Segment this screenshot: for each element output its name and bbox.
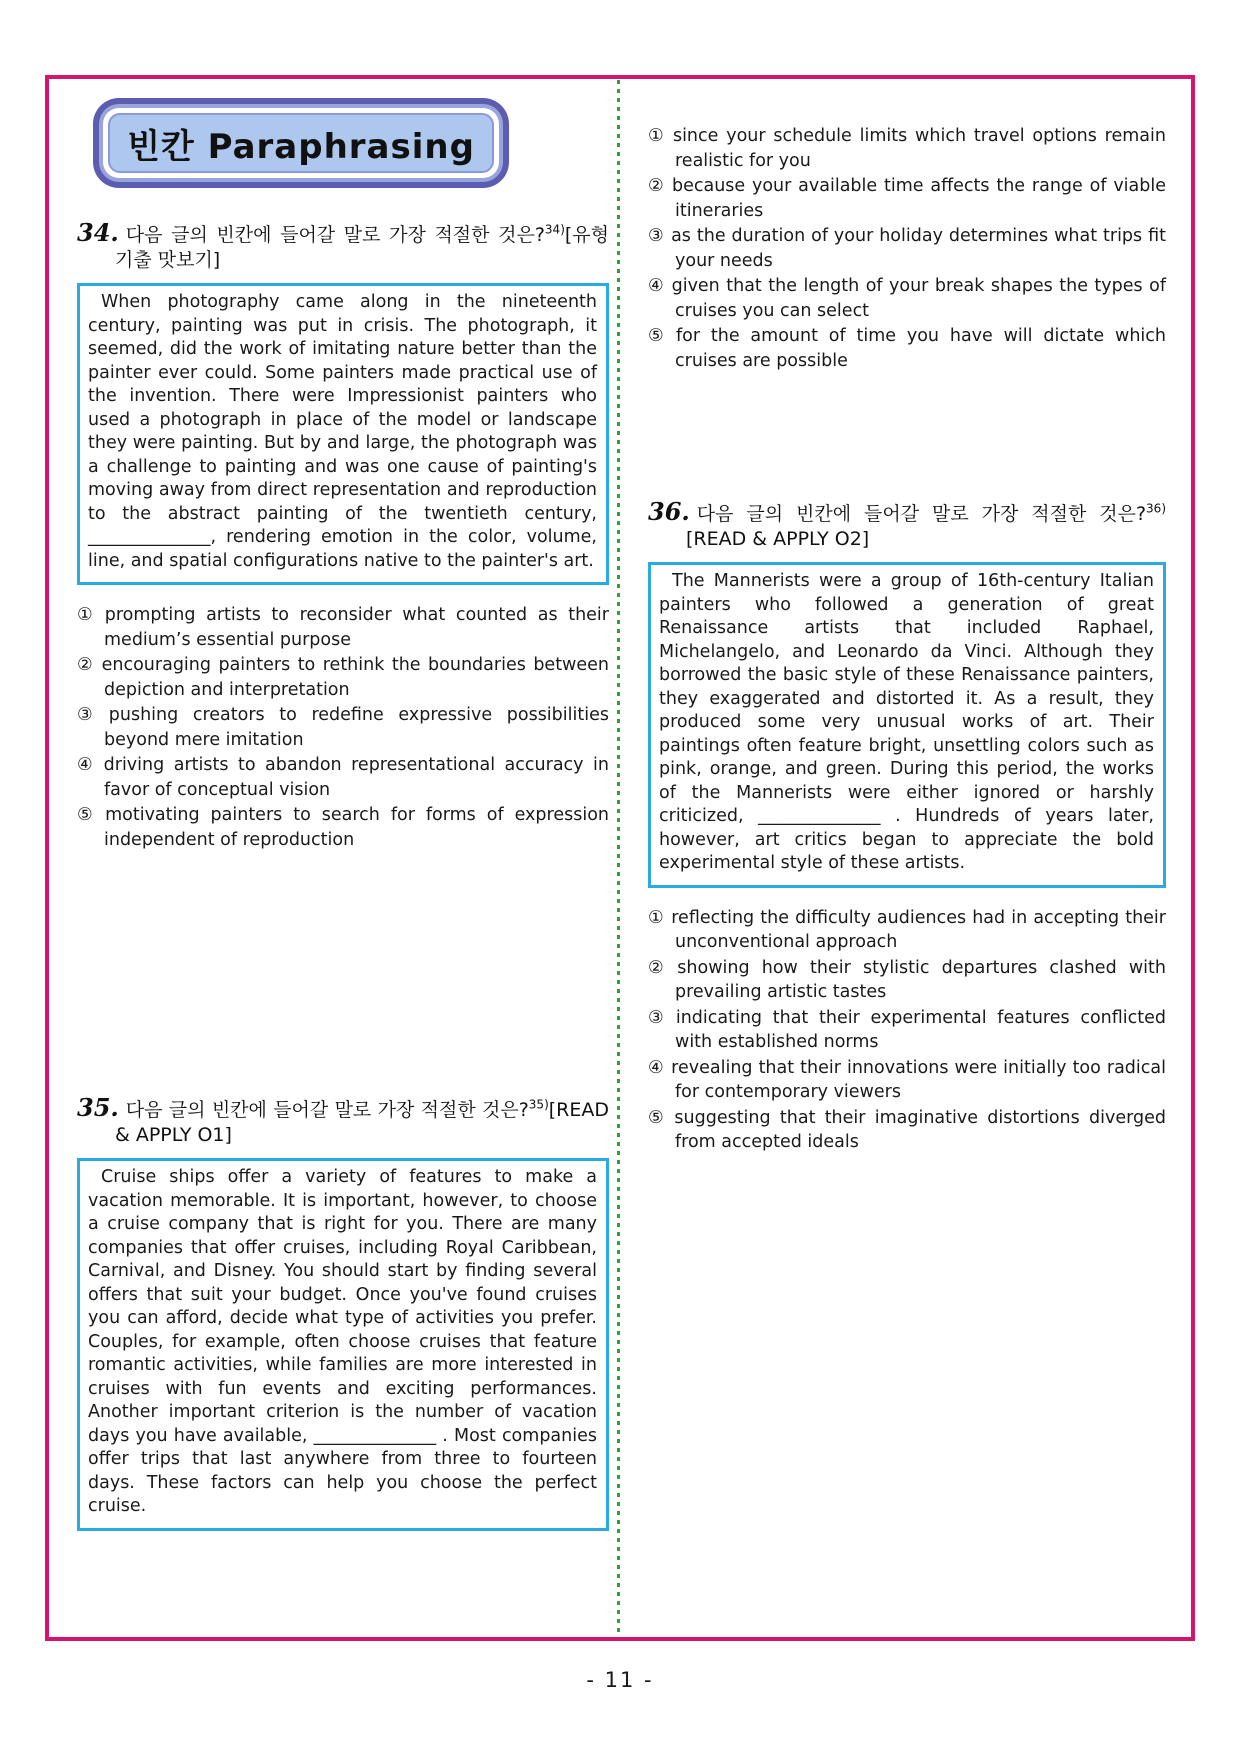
option-marker: ③ — [648, 226, 665, 246]
option-text: for the amount of time you have will dictate which cruises are possible — [675, 326, 1166, 371]
option-marker: ④ — [648, 276, 665, 296]
question-36 — [648, 499, 1166, 1155]
page-title: 빈칸 Paraphrasing — [127, 126, 475, 167]
question-34-option-4 — [77, 753, 609, 802]
question-35 — [77, 1095, 609, 1531]
option-marker: ① — [648, 907, 665, 928]
question-34-source-tag: [유형 기출 맛보기] — [115, 224, 609, 271]
question-34-header — [77, 220, 609, 273]
option-marker: ④ — [77, 755, 97, 775]
question-36-passage-box — [648, 562, 1166, 888]
question-36-footnote-ref: 36) — [1146, 501, 1166, 516]
question-35-option-2 — [648, 174, 1166, 223]
question-36-option-5 — [648, 1106, 1166, 1155]
question-36-header — [648, 499, 1166, 552]
option-text: driving artists to abandon representational accuracy in favor of conceptual vision — [103, 755, 609, 800]
option-text: pushing creators to redefine expressive possibilities beyond mere imitation — [104, 705, 609, 750]
option-text: suggesting that their imaginative distortions diverged from accepted ideals — [674, 1107, 1166, 1152]
question-36-option-4 — [648, 1056, 1166, 1105]
question-36-source-tag: [READ & APPLY O2] — [686, 528, 870, 550]
question-34-option-3 — [77, 703, 609, 752]
question-36-prompt: 다음 글의 빈칸에 들어갈 말로 가장 적절한 것은? — [696, 503, 1147, 525]
question-34-passage-box — [77, 283, 609, 585]
option-marker: ② — [77, 655, 95, 675]
question-35-prompt: 다음 글의 빈칸에 들어갈 말로 가장 적절한 것은? — [125, 1099, 529, 1121]
option-text: given that the length of your break shapes the types of cruises you can select — [671, 276, 1166, 321]
question-36-number: 36. — [648, 497, 690, 526]
option-text: prompting artists to reconsider what counted as their medium’s essential purpose — [104, 605, 609, 650]
option-marker: ② — [648, 176, 665, 196]
question-36-option-2 — [648, 956, 1166, 1005]
option-text: reflecting the difficulty audiences had in accepting their unconventional approach — [671, 907, 1166, 952]
option-text: since your schedule limits which travel options remain realistic for you — [672, 126, 1166, 171]
left-column — [77, 98, 609, 1531]
option-text: revealing that their innovations were initially too radical for contemporary viewers — [671, 1057, 1166, 1102]
question-35-header — [77, 1095, 609, 1148]
question-34-option-2 — [77, 653, 609, 702]
question-34 — [77, 220, 609, 852]
question-36-option-1 — [648, 906, 1166, 955]
option-text: motivating painters to search for forms of expression independent of reproduction — [104, 805, 609, 850]
option-marker: ② — [648, 957, 671, 978]
question-35-option-4 — [648, 274, 1166, 323]
question-35-passage-text: Cruise ships offer a variety of features to make a vacation memorable. It is important, however, to choose a cruise company that is right for you. There are many companies that offer cruises, including Royal Caribbean, Carnival, and Disney. You should start by finding several offers that suit your budget. Once you've found cruises you can afford, decide what type of activities you prefer. Couples, for example, often choose cruises that feature romantic activities, while families are more interested in cruises with fun events and exciting performances. Another important criterion is the number of vacation days you have available, ______________ . Most companies offer trips that last anywhere from three to fourteen days. These factors can help you choose the perfect cruise. — [88, 1167, 597, 1516]
question-34-options — [77, 603, 609, 852]
option-text: as the duration of your holiday determines what trips fit your needs — [671, 226, 1166, 271]
option-text: showing how their stylistic departures clashed with prevailing artistic tastes — [675, 957, 1166, 1002]
option-text: because your available time affects the range of viable itineraries — [671, 176, 1166, 221]
option-marker: ① — [648, 126, 666, 146]
option-marker: ⑤ — [648, 326, 669, 346]
question-36-option-3 — [648, 1006, 1166, 1055]
option-text: encouraging painters to rethink the boundaries between depiction and interpretation — [101, 655, 609, 700]
banner-mid-ring — [99, 104, 503, 182]
question-35-option-1 — [648, 124, 1166, 173]
option-marker: ③ — [648, 1007, 669, 1028]
right-column — [648, 98, 1166, 1156]
question-34-prompt: 다음 글의 빈칸에 들어갈 말로 가장 적절한 것은? — [125, 224, 545, 246]
question-35-number: 35. — [77, 1093, 119, 1122]
question-34-passage-text: When photography came along in the nineteenth century, painting was put in crisis. The photograph, it seemed, did the work of imitating nature better than the painter ever could. Some painters made practical use of the invention. There were Impressionist painters who used a photograph in place of the model or landscape they were painting. But by and large, the photograph was a challenge to painting and was one cause of painting's moving away from direct representation and reproduction to the abstract painting of the twentieth century, ______________, rendering emotion in the color, volume, line, and spatial configurations native to the painter's art. — [88, 292, 597, 571]
question-36-passage-text: The Mannerists were a group of 16th-century Italian painters who followed a generation of great Renaissance artists that included Raphael, Michelangelo, and Leonardo da Vinci. Although they borrowed the basic style of these Renaissance painters, they exaggerated and distorted it. As a result, they produced some very unusual works of art. Their paintings often feature bright, unsettling colors such as pink, orange, and green. During this period, the works of the Mannerists were either ignored or harshly criticized, ______________ . Hundreds of years later, however, art critics began to appreciate the bold experimental style of these artists. — [659, 571, 1154, 873]
question-35-option-5 — [648, 324, 1166, 373]
question-35-footnote-ref: 35) — [528, 1097, 549, 1112]
option-marker: ④ — [648, 1057, 665, 1078]
banner-outer-ring — [93, 98, 509, 188]
question-36-options — [648, 906, 1166, 1155]
banner-white-ring — [103, 108, 499, 178]
option-marker: ⑤ — [648, 1107, 668, 1128]
option-marker: ① — [77, 605, 98, 625]
question-35-option-3 — [648, 224, 1166, 273]
column-divider — [617, 80, 620, 1632]
question-35-source-tag: [READ & APPLY O1] — [115, 1099, 609, 1146]
question-34-number: 34. — [77, 218, 119, 247]
question-34-option-1 — [77, 603, 609, 652]
page-number: - 11 - — [586, 1668, 654, 1692]
question-35-passage-box — [77, 1158, 609, 1531]
option-marker: ⑤ — [77, 805, 99, 825]
question-35-options — [648, 124, 1166, 373]
option-text: indicating that their experimental features conflicted with established norms — [675, 1007, 1166, 1052]
section-banner — [108, 113, 494, 173]
question-34-footnote-ref: 34) — [544, 222, 565, 237]
question-34-option-5 — [77, 803, 609, 852]
option-marker: ③ — [77, 705, 102, 725]
